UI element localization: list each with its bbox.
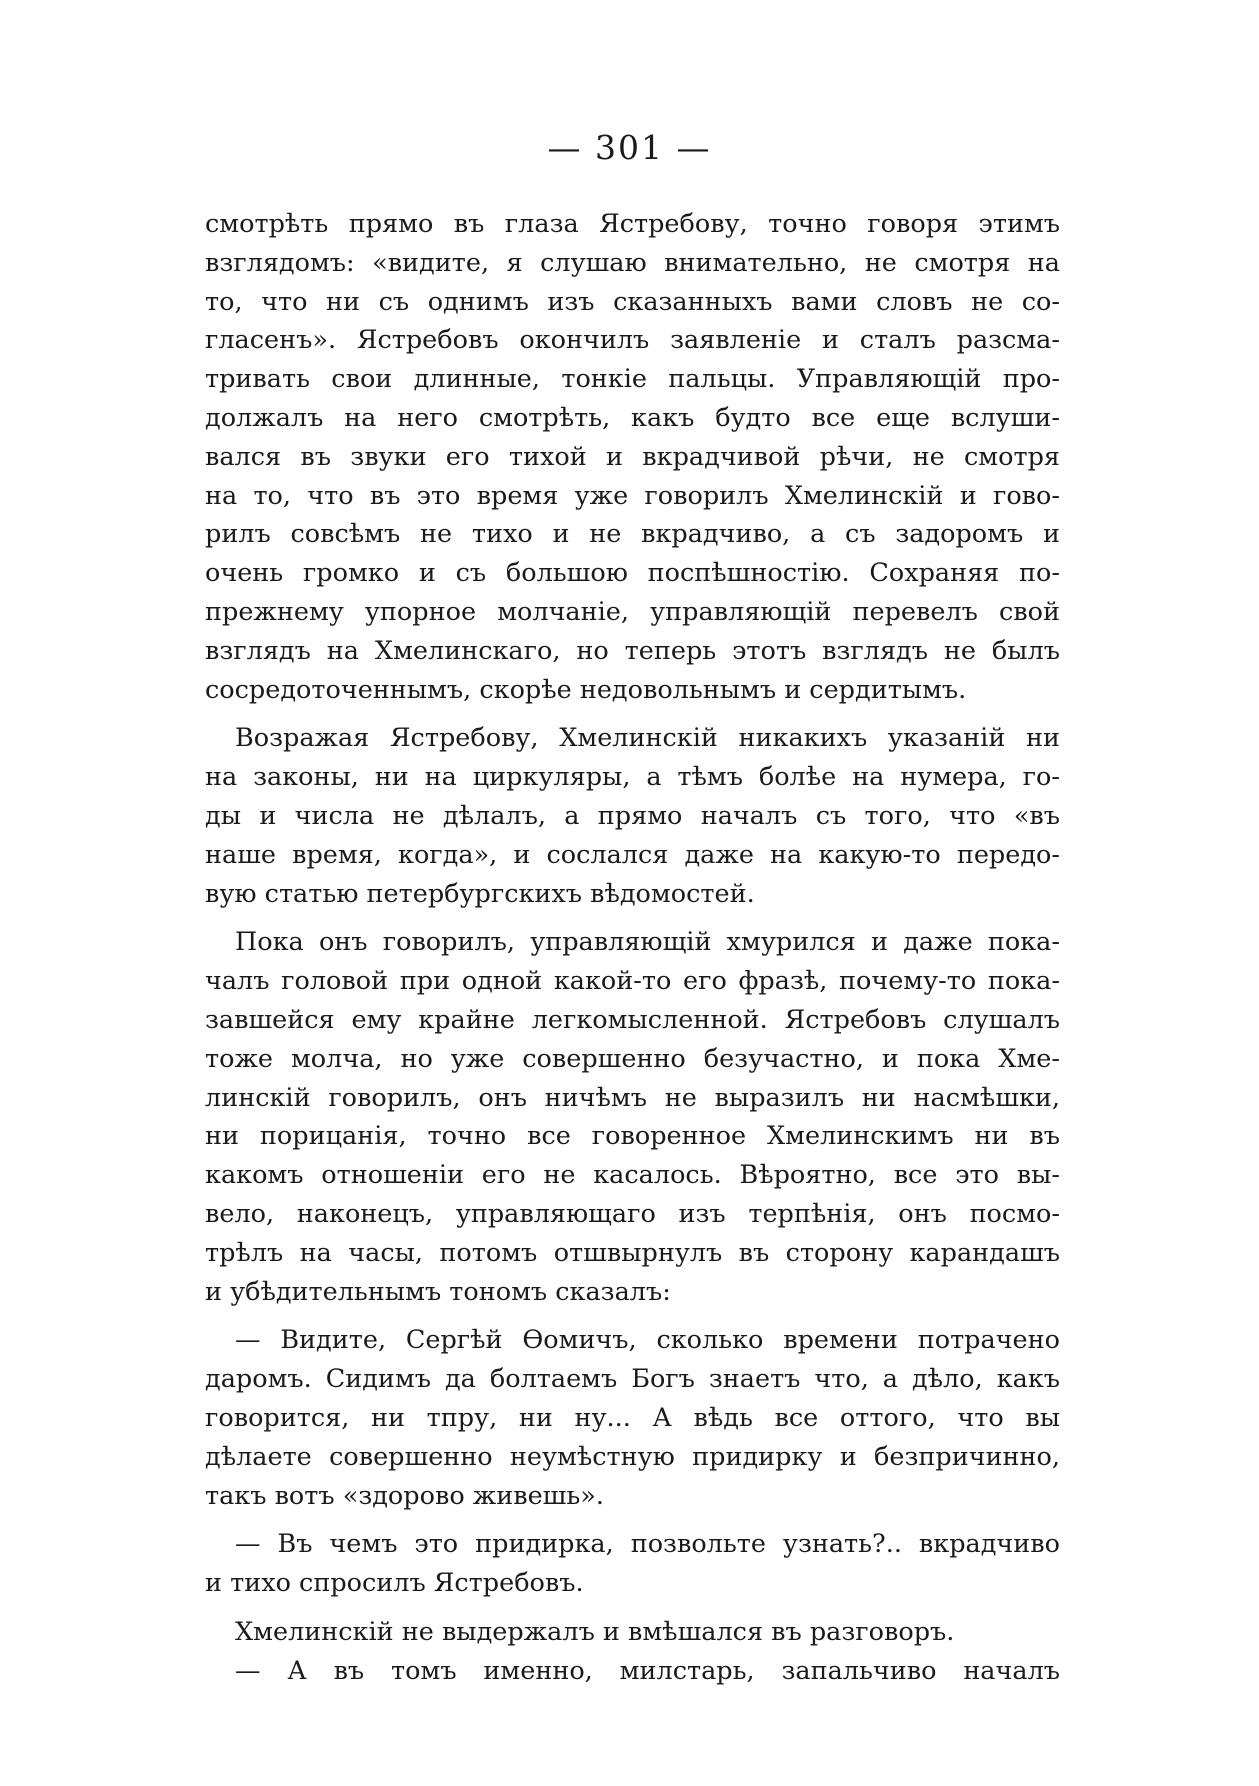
text-line: и тихо спросилъ Ястребовъ. [205,1568,584,1599]
text-line: чалъ головой при одной какой-то его фразѣ, почему-то пока- [205,966,1060,997]
body-text [205,205,1060,1690]
text-line: линскій говорилъ, онъ ничѣмъ не выразилъ ни насмѣшки, [205,1082,1060,1113]
text-line: — А въ томъ именно, милстарь, запальчиво началъ [235,1655,1060,1686]
text-line: на законы, ни на циркуляры, а тѣмъ болѣе на нумера, го- [205,762,1060,793]
text-line: говорится, ни тпру, ни ну... А вѣдь все оттого, что вы [205,1402,1060,1433]
page-number: — 301 — [547,128,712,167]
text-line: ды и числа не дѣлалъ, а прямо началъ съ того, что «въ [205,800,1060,831]
paragraph [205,719,1060,913]
text-line: смотрѣть прямо въ глаза Ястребову, точно говоря этимъ [205,209,1060,239]
text-line: вался въ звуки его тихой и вкрадчивой рѣчи, не смотря [205,441,1060,472]
text-line: вую статью петербургскихъ вѣдомостей. [205,878,755,909]
text-line: такъ вотъ «здорово живешь». [205,1480,604,1511]
text-line: — Въ чемъ это придирка, позвольте узнать?.. вкрадчиво [235,1529,1060,1560]
text-line: рилъ совсѣмъ не тихо и не вкрадчиво, а съ задоромъ и [205,519,1060,550]
text-line: тривать свои длинные, тонкіе пальцы. Управляющій про- [205,364,1060,395]
text-line: Хмелинскій не выдержалъ и вмѣшался въ разговоръ. [235,1616,955,1647]
text-line: на то, что въ это время уже говорилъ Хмелинскій и гово- [205,480,1060,511]
text-line: наше время, когда», и сослался даже на какую-то передо- [205,839,1060,870]
text-line: Возражая Ястребову, Хмелинскій никакихъ указаній ни [235,723,1060,754]
text-line: очень громко и съ большою поспѣшностію. Сохраняя по- [205,558,1060,589]
text-line: ни порицанія, точно все говоренное Хмелинскимъ ни въ [205,1121,1060,1152]
text-line: дѣлаете совершенно неумѣстную придирку и безпричинно, [205,1441,1060,1472]
text-line: гласенъ». Ястребовъ окончилъ заявленіе и сталъ разсма- [205,325,1060,356]
paragraph [205,1525,1060,1603]
text-line: какомъ отношеніи его не касалось. Вѣроятно, все это вы- [205,1160,1060,1191]
text-line: должалъ на него смотрѣть, какъ будто все еще вслуши- [205,402,1060,433]
text-line: и убѣдительнымъ тономъ сказалъ: [205,1276,671,1307]
text-line: взглядомъ: «видите, я слушаю внимательно, не смотря на [205,247,1060,278]
text-line: даромъ. Сидимъ да болтаемъ Богъ знаетъ что, а дѣло, какъ [205,1364,1060,1395]
text-line: то, что ни съ однимъ изъ сказанныхъ вами словъ не со- [205,286,1060,317]
text-line: вело, наконецъ, управляющаго изъ терпѣнія, онъ посмо- [205,1198,1060,1229]
paragraph [205,205,1060,709]
paragraph [205,1613,1060,1652]
text-line: трѣлъ на часы, потомъ отшвырнулъ въ сторону карандашъ [205,1237,1060,1268]
text-line: взглядъ на Хмелинскаго, но теперь этотъ взглядъ не былъ [205,635,1060,666]
text-line: завшейся ему крайне легкомысленной. Ястребовъ слушалъ [205,1004,1060,1035]
text-line: сосредоточеннымъ, скорѣе недовольнымъ и сердитымъ. [205,674,967,705]
paragraph [205,923,1060,1311]
text-line: Пока онъ говорилъ, управляющій хмурился и даже пока- [235,927,1060,958]
text-line: — Видите, Сергѣй Ѳомичъ, сколько времени потрачено [235,1325,1060,1356]
text-line: тоже молча, но уже совершенно безучастно, и пока Хме- [205,1043,1060,1074]
paragraph [205,1321,1060,1515]
paragraph [205,1652,1060,1691]
text-line: прежнему упорное молчаніе, управляющій перевелъ свой [205,596,1060,627]
